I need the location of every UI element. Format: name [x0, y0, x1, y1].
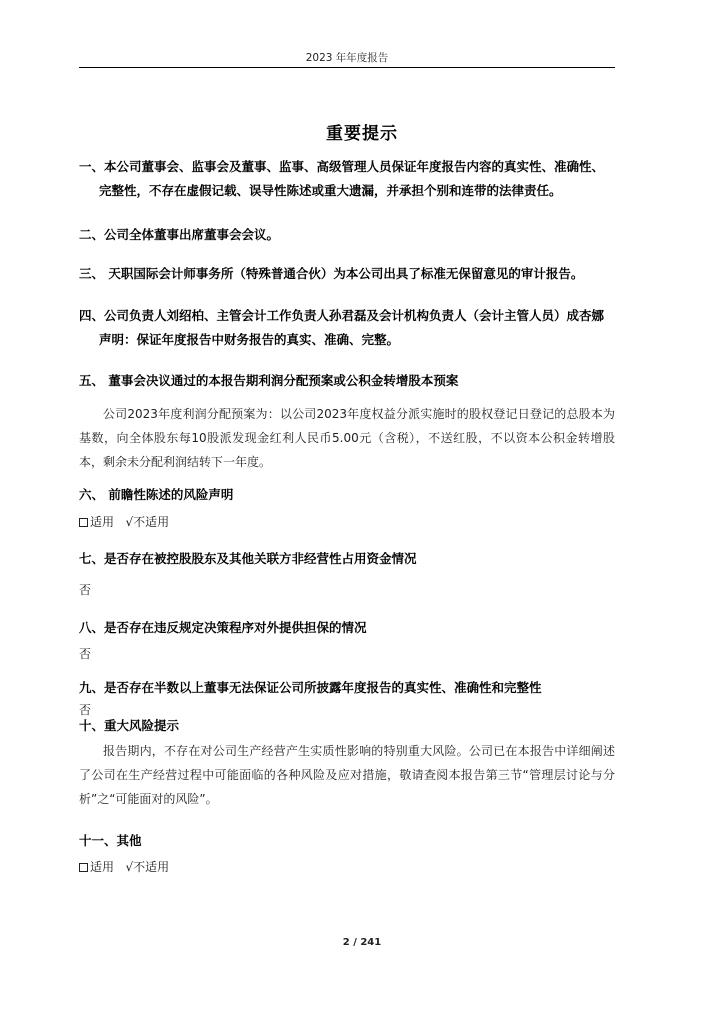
- item-4-line2: 声明：保证年度报告中财务报告的真实、准确、完整。: [99, 332, 400, 347]
- item-4-heading: [79, 304, 619, 352]
- item-7-answer: 否: [79, 583, 92, 597]
- item-1-heading: [79, 155, 619, 203]
- item-9-answer: 否: [79, 703, 92, 717]
- checkbox-applicable: [79, 863, 88, 872]
- item-8-heading: 八、是否存在违反规定决策程序对外提供担保的情况: [79, 620, 367, 635]
- checkbox-applicable: [79, 518, 88, 527]
- item-10-heading: 十、重大风险提示: [79, 718, 180, 733]
- item-3-heading: 三、 天职国际会计师事务所（特殊普通合伙）为本公司出具了标准无保留意见的审计报告。: [79, 266, 584, 281]
- item-4-line1: 四、公司负责人刘绍柏、主管会计工作负责人孙君磊及会计机构负责人（会计主管人员）成杏娜: [79, 308, 605, 323]
- option-applicable-label: 适用: [90, 860, 115, 874]
- item-2-heading: 二、公司全体董事出席董事会会议。: [79, 227, 280, 242]
- item-11-heading: 十一、其他: [79, 833, 142, 848]
- item-10-body: [79, 739, 615, 811]
- running-header: 2023 年年度报告: [305, 52, 389, 64]
- option-not-applicable-label: 不适用: [133, 515, 170, 529]
- check-mark-icon: √: [125, 860, 134, 874]
- item-1-line1: 一、本公司董事会、监事会及董事、监事、高级管理人员保证年度报告内容的真实性、准确性、: [79, 159, 605, 174]
- option-not-applicable-label: 不适用: [133, 860, 170, 874]
- item-7-heading: 七、是否存在被控股股东及其他关联方非经营性占用资金情况: [79, 551, 417, 566]
- page-title: 重要提示: [326, 124, 398, 144]
- option-applicable-label: 适用: [90, 515, 115, 529]
- check-mark-icon: √: [125, 515, 134, 529]
- item-5-body: [79, 402, 615, 474]
- header-rule: [79, 67, 615, 68]
- page-number: 2 / 241: [342, 937, 382, 948]
- item-9-heading: 九、是否存在半数以上董事无法保证公司所披露年度报告的真实性、准确性和完整性: [79, 680, 542, 695]
- item-1-line2: 完整性，不存在虚假记载、误导性陈述或重大遗漏，并承担个别和连带的法律责任。: [99, 183, 562, 198]
- item-11-options: [79, 858, 169, 875]
- item-8-answer: 否: [79, 647, 92, 661]
- item-5-heading: 五、 董事会决议通过的本报告期利润分配预案或公积金转增股本预案: [79, 373, 459, 388]
- item-5-body-text: 公司2023年度利润分配预案为：以公司2023年度权益分派实施时的股权登记日登记的总股本为基数，向全体股东每10股派发现金红利人民币5.00元（含税），不送红股，不以资本公积金转增股本，剩余未分配利润结转下一年度。: [79, 407, 615, 469]
- item-10-body-text: 报告期内，不存在对公司生产经营产生实质性影响的特别重大风险。公司已在本报告中详细阐述了公司在生产经营过程中可能面临的各种风险及应对措施，敬请查阅本报告第三节“管理层讨论与分析”之“可能面对的风险”。: [79, 744, 615, 806]
- item-6-options: [79, 513, 169, 530]
- item-6-heading: 六、 前瞻性陈述的风险声明: [79, 487, 234, 502]
